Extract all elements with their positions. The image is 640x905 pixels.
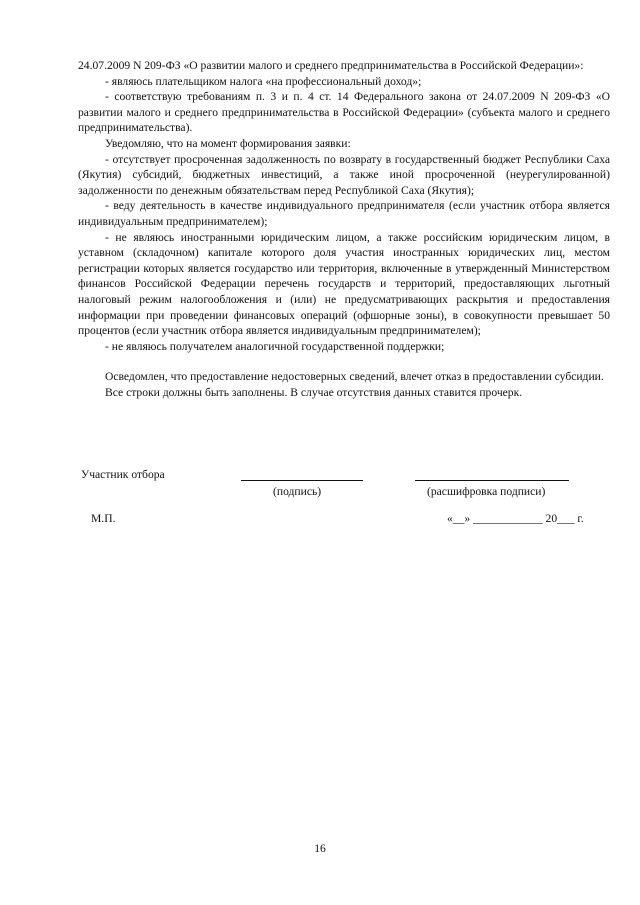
transcript-caption: (расшифровка подписи)	[427, 485, 546, 498]
paragraph-entrepreneur: - веду деятельность в качестве индивидуального предпринимателя (если участник отбора является индивидуальным предпринимателем);	[78, 199, 610, 228]
participant-label: Участник отбора	[81, 468, 165, 481]
paragraph-law-reference: 24.07.2009 N 209-ФЗ «О развитии малого и среднего предпринимательства в Российской Федерации»:	[78, 59, 584, 72]
paragraph-informed: Осведомлен, что предоставление недостоверных сведений, влечет отказ в предоставлении субсидии.	[105, 370, 604, 384]
paragraph-tax-payer: - являюсь плательщиком налога «на профессиональный доход»;	[105, 74, 422, 88]
paragraph-notification: Уведомляю, что на момент формирования заявки:	[105, 136, 351, 150]
paragraph-fill-all-rows: Все строки должны быть заполнены. В случае отсутствия данных ставится прочерк.	[105, 385, 523, 399]
paragraph-requirements: - соответствую требованиям п. 3 и п. 4 ст. 14 Федерального закона от 24.07.2009 N 209-ФЗ «О развитии малого и среднего предпринимательства в Российской Федерации» (субъекта малого и среднего предпринимательства).	[78, 90, 610, 135]
stamp-label: М.П.	[91, 512, 116, 525]
signature-block	[78, 465, 610, 535]
paragraph-no-similar-support: - не являюсь получателем аналогичной государственной поддержки;	[105, 339, 445, 353]
signature-caption: (подпись)	[273, 485, 322, 498]
paragraph-no-debt: - отсутствует просроченная задолженность по возврату в государственный бюджет Республики Саха (Якутия) субсидий, бюджетных инвестиций, а также иной просроченной (неурегулированной) задолженности по денежным обязательствам перед Республикой Саха (Якутия);	[78, 152, 610, 197]
document-body	[78, 58, 610, 400]
transcript-line	[415, 480, 569, 481]
paragraph-not-foreign: - не являюсь иностранными юридическим лицом, а также российским юридическим лицом, в уставном (складочном) капитале которого доля участия иностранных юридических лиц, местом регистрации которых является государство или территория, включенные в утвержденный Министерством финансов Российской Федерации перечень государств и территорий, предоставляющих льготный налоговый режим налогообложения и (или) не предусматривающих раскрытия и предоставления информации при проведении финансовых операций (офшорные зоны), в совокупности превышает 50 процентов (если участник отбора является индивидуальным предпринимателем);	[78, 230, 610, 338]
page-number: 16	[314, 842, 326, 855]
signature-line	[241, 480, 363, 481]
date-line: «__» ____________ 20___ г.	[447, 512, 584, 525]
